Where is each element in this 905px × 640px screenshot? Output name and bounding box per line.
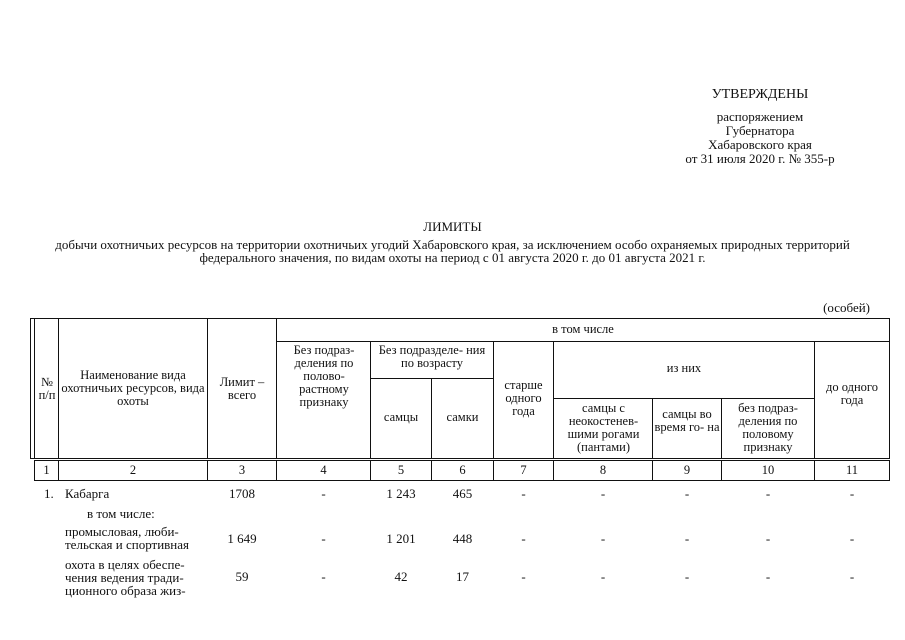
- row-col6: 465: [452, 486, 473, 501]
- col-number-8: 8: [599, 463, 607, 477]
- approval-line-3: Хабаровского края: [708, 137, 812, 152]
- header-name: Наименование вида охотничьих ресурсов, вида охоты: [61, 368, 205, 408]
- row-col4: -: [321, 569, 326, 584]
- row-col7: -: [521, 569, 526, 584]
- row-col9: -: [684, 531, 690, 546]
- col-number-5: 5: [397, 463, 405, 477]
- header-males: самцы: [383, 410, 419, 424]
- row-limit: 1708: [229, 486, 255, 501]
- col-number-2: 2: [129, 463, 137, 477]
- row-name: Кабарга: [65, 486, 110, 501]
- header-pantach: самцы с неокостенев- шими рогами (пантами): [567, 401, 640, 454]
- row-col10: -: [765, 486, 771, 501]
- row-col5: 42: [394, 569, 408, 584]
- row-col9: -: [684, 569, 690, 584]
- row-col5: 1 201: [386, 531, 416, 546]
- row-num: 1.: [44, 486, 54, 501]
- header-num: № п/п: [38, 375, 56, 402]
- col-number-6: 6: [459, 463, 466, 477]
- approval-date: от 31 июля 2020 г. № 355-р: [685, 151, 835, 166]
- header-no-sex-2: без подраз- деления по половому признаку: [738, 401, 798, 454]
- header-incl: в том числе: [552, 322, 614, 336]
- row-col5: 1 243: [386, 486, 416, 501]
- row-limit: 1 649: [227, 531, 257, 546]
- header-rut: самцы во время го- на: [654, 407, 720, 434]
- row-col11: -: [849, 531, 855, 546]
- approval-line-1: распоряжением: [716, 109, 804, 124]
- row-col9: -: [684, 486, 690, 501]
- col-number-9: 9: [683, 463, 691, 477]
- row-col8: -: [600, 531, 606, 546]
- col-number-10: 10: [761, 463, 775, 477]
- col-number-11: 11: [845, 463, 859, 477]
- row-name: охота в целях обеспе- чения ведения тради- ционного образа жиз-: [65, 557, 186, 598]
- row-col11: -: [849, 486, 855, 501]
- unit-label: (особей): [823, 300, 870, 315]
- header-no-sex: Без подраз- деления по полово- растному признаку: [293, 343, 355, 409]
- row-col7: -: [521, 486, 526, 501]
- row-col11: -: [849, 569, 855, 584]
- row-col4: -: [321, 531, 326, 546]
- col-number-7: 7: [520, 463, 527, 477]
- row-name: промысловая, люби- тельская и спортивная: [65, 524, 190, 552]
- row-name: в том числе:: [87, 506, 155, 521]
- row-col4: -: [321, 486, 326, 501]
- header-females: самки: [446, 410, 479, 424]
- row-col10: -: [765, 531, 771, 546]
- col-number-1: 1: [43, 463, 50, 477]
- header-limit: Лимит – всего: [219, 375, 265, 402]
- col-number-3: 3: [238, 463, 246, 477]
- approval-heading: УТВЕРЖДЕНЫ: [711, 87, 809, 102]
- row-col7: -: [521, 531, 526, 546]
- row-col10: -: [765, 569, 771, 584]
- row-col8: -: [600, 569, 606, 584]
- approval-line-2: Губернатора: [725, 123, 795, 138]
- header-no-age: Без подразделе- ния по возрасту: [378, 343, 486, 370]
- row-col6: 17: [456, 569, 469, 584]
- document-subtitle: добычи охотничьих ресурсов на территории охотничьих угодий Хабаровского края, за исключением особо охраняемых природных территорий федерального значения, по видам охоты на период с 01 августа 2020 г. до 01 августа 2021 г.: [55, 237, 850, 265]
- header-of-them: из них: [666, 361, 702, 375]
- approval-block: [640, 88, 880, 166]
- row-col6: 448: [452, 531, 473, 546]
- document-title: ЛИМИТЫ: [423, 219, 482, 234]
- row-limit: 59: [235, 569, 249, 584]
- header-young: до одного года: [826, 380, 878, 407]
- row-col8: -: [600, 486, 606, 501]
- col-number-4: 4: [320, 463, 327, 477]
- header-older: старше одного года: [504, 378, 543, 418]
